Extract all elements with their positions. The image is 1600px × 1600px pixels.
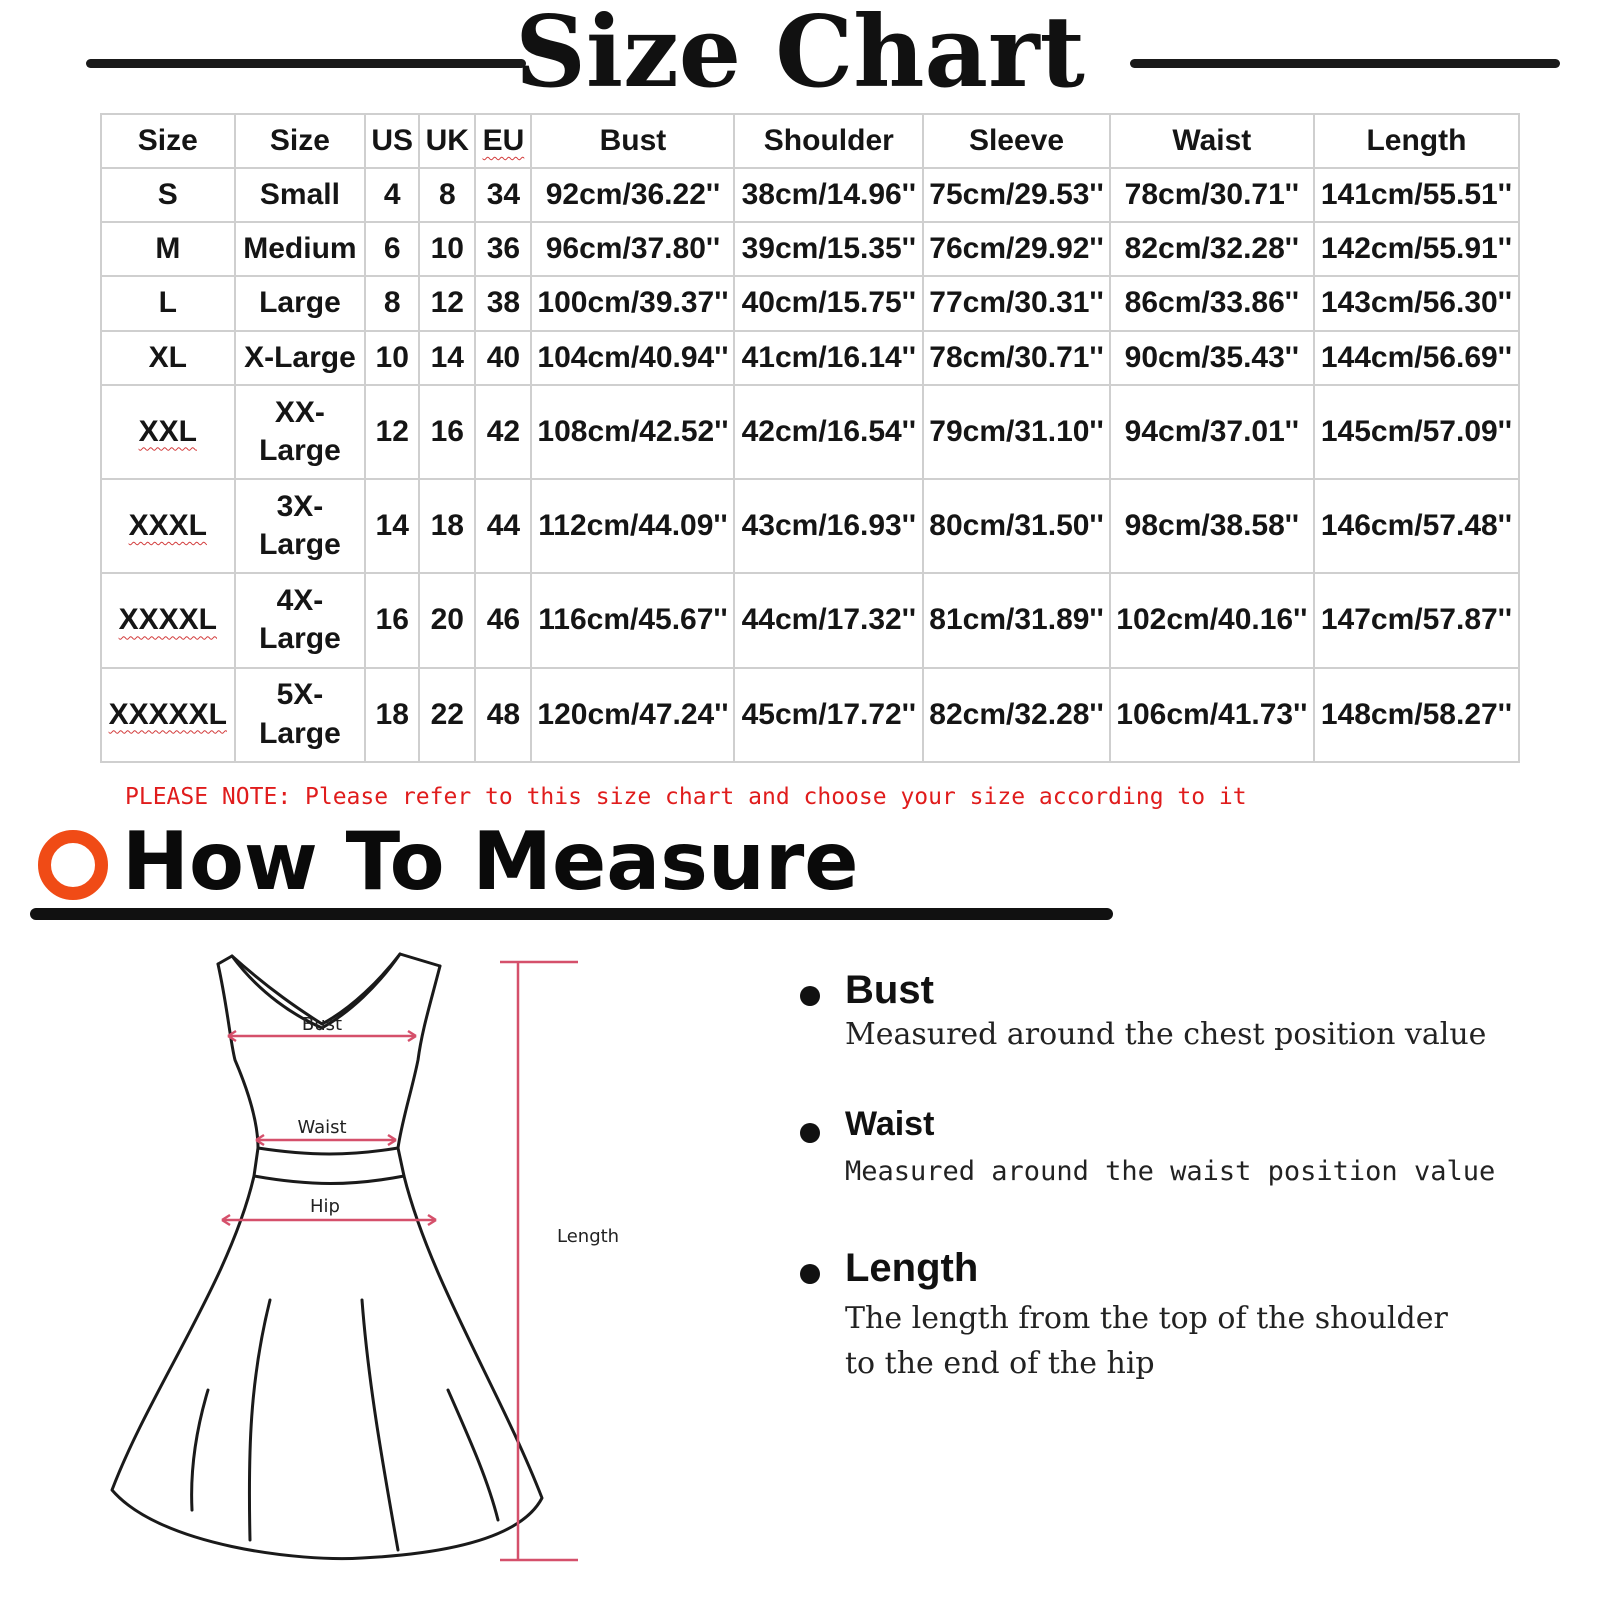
page-title: Size Chart	[515, 0, 1085, 110]
size-code: XXXL	[128, 509, 207, 542]
definition-term: Bust	[845, 968, 934, 1012]
column-header: Size	[101, 114, 235, 168]
table-cell: 4	[365, 168, 419, 222]
table-cell: 38	[475, 276, 531, 330]
table-cell: 92cm/36.22''	[531, 168, 734, 222]
table-cell: X-Large	[235, 331, 366, 385]
table-cell: 146cm/57.48''	[1314, 479, 1519, 573]
table-cell: 34	[475, 168, 531, 222]
table-cell: 20	[419, 573, 475, 667]
table-cell: 6	[365, 222, 419, 276]
table-cell: XX- Large	[235, 385, 366, 479]
table-cell: 86cm/33.86''	[1110, 276, 1314, 330]
dress-diagram	[100, 950, 660, 1590]
size-code: XXXXXL	[108, 697, 227, 731]
table-cell: 143cm/56.30''	[1314, 276, 1519, 330]
column-header: Bust	[531, 114, 734, 168]
table-row	[101, 479, 1519, 573]
table-cell: 10	[365, 331, 419, 385]
table-cell: 94cm/37.01''	[1110, 385, 1314, 479]
table-cell: 5X- Large	[235, 668, 366, 762]
table-cell: 75cm/29.53''	[923, 168, 1110, 222]
table-cell: 44cm/17.32''	[734, 573, 923, 667]
table-row	[101, 331, 1519, 385]
bullet-icon	[800, 1123, 820, 1143]
table-cell: 43cm/16.93''	[734, 479, 923, 573]
table-cell: 42	[475, 385, 531, 479]
definition-desc: Measured around the waist position value	[845, 1156, 1496, 1187]
table-cell: 39cm/15.35''	[734, 222, 923, 276]
bullet-icon	[800, 1264, 820, 1284]
bullet-icon	[800, 986, 820, 1006]
table-cell: 40	[475, 331, 531, 385]
size-code: XXXXL	[118, 603, 217, 637]
column-header: Shoulder	[734, 114, 923, 168]
table-cell: 48	[475, 668, 531, 762]
table-cell: 38cm/14.96''	[734, 168, 923, 222]
column-header: UK	[419, 114, 475, 168]
table-cell: 10	[419, 222, 475, 276]
table-cell: Medium	[235, 222, 366, 276]
table-header-row	[101, 114, 1519, 168]
table-cell: 106cm/41.73''	[1110, 668, 1314, 762]
table-cell: 90cm/35.43''	[1110, 331, 1314, 385]
column-header: Length	[1314, 114, 1519, 168]
table-cell: 80cm/31.50''	[923, 479, 1110, 573]
definition-term: Waist	[845, 1105, 935, 1143]
table-cell: Small	[235, 168, 366, 222]
table-cell: XL	[101, 331, 235, 385]
title-area	[0, 0, 1600, 110]
table-cell: 77cm/30.31''	[923, 276, 1110, 330]
table-cell: 4X- Large	[235, 573, 366, 667]
table-cell: 108cm/42.52''	[531, 385, 734, 479]
table-cell: 112cm/44.09''	[531, 479, 734, 573]
table-row	[101, 573, 1519, 667]
table-cell: 81cm/31.89''	[923, 573, 1110, 667]
table-cell: M	[101, 222, 235, 276]
table-cell: 100cm/39.37''	[531, 276, 734, 330]
table-row	[101, 668, 1519, 762]
column-header: Size	[235, 114, 366, 168]
table-cell: 42cm/16.54''	[734, 385, 923, 479]
table-cell: 102cm/40.16''	[1110, 573, 1314, 667]
table-cell: 45cm/17.72''	[734, 668, 923, 762]
table-row	[101, 276, 1519, 330]
diagram-label-length: Length	[557, 1226, 620, 1247]
table-cell: 22	[419, 668, 475, 762]
table-cell	[101, 668, 235, 762]
definition-desc: The length from the top of the shoulder to the end of the hip	[845, 1301, 1448, 1381]
table-cell: 18	[365, 668, 419, 762]
table-cell: 82cm/32.28''	[1110, 222, 1314, 276]
dress-illustration	[100, 950, 660, 1590]
diagram-label-waist: Waist	[297, 1117, 347, 1138]
table-cell: 36	[475, 222, 531, 276]
table-cell: 8	[419, 168, 475, 222]
column-header: Sleeve	[923, 114, 1110, 168]
table-cell: 78cm/30.71''	[1110, 168, 1314, 222]
table-cell: 141cm/55.51''	[1314, 168, 1519, 222]
table-cell: 12	[419, 276, 475, 330]
table-cell: 148cm/58.27''	[1314, 668, 1519, 762]
table-cell: 18	[419, 479, 475, 573]
definition-term: Length	[845, 1246, 979, 1290]
size-table	[100, 113, 1520, 763]
table-row	[101, 385, 1519, 479]
table-cell: 145cm/57.09''	[1314, 385, 1519, 479]
table-cell: 144cm/56.69''	[1314, 331, 1519, 385]
column-header: EU	[475, 114, 531, 168]
table-cell: 82cm/32.28''	[923, 668, 1110, 762]
table-cell: Large	[235, 276, 366, 330]
table-cell: 40cm/15.75''	[734, 276, 923, 330]
table-row	[101, 168, 1519, 222]
table-cell: 142cm/55.91''	[1314, 222, 1519, 276]
size-code: XXL	[138, 414, 197, 448]
how-to-measure-rule	[30, 908, 1113, 920]
table-cell: 16	[419, 385, 475, 479]
diagram-label-bust: Bust	[301, 1014, 343, 1035]
table-cell: 98cm/38.58''	[1110, 479, 1314, 573]
table-cell: 3X- Large	[235, 479, 366, 573]
table-cell: 96cm/37.80''	[531, 222, 734, 276]
column-header: Waist	[1110, 114, 1314, 168]
table-cell	[101, 573, 235, 667]
table-cell: 76cm/29.92''	[923, 222, 1110, 276]
table-cell: 120cm/47.24''	[531, 668, 734, 762]
table-cell: 8	[365, 276, 419, 330]
table-cell: 79cm/31.10''	[923, 385, 1110, 479]
diagram-label-hip: Hip	[310, 1196, 340, 1217]
table-cell: S	[101, 168, 235, 222]
table-row	[101, 222, 1519, 276]
table-cell: 44	[475, 479, 531, 573]
size-note: PLEASE NOTE: Please refer to this size chart and choose your size according to it	[125, 784, 1247, 810]
how-to-measure-title: How To Measure	[122, 815, 859, 908]
table-cell: 12	[365, 385, 419, 479]
table-cell: 14	[419, 331, 475, 385]
table-cell: 41cm/16.14''	[734, 331, 923, 385]
table-cell: 78cm/30.71''	[923, 331, 1110, 385]
table-cell	[101, 479, 235, 573]
definition-desc: Measured around the chest position value	[845, 1017, 1487, 1052]
table-cell: 14	[365, 479, 419, 573]
table-cell	[101, 385, 235, 479]
orange-ring-icon	[38, 830, 108, 900]
table-cell: 116cm/45.67''	[531, 573, 734, 667]
table-cell: 147cm/57.87''	[1314, 573, 1519, 667]
table-cell: 46	[475, 573, 531, 667]
table-cell: L	[101, 276, 235, 330]
table-cell: 104cm/40.94''	[531, 331, 734, 385]
column-header: US	[365, 114, 419, 168]
table-cell: 16	[365, 573, 419, 667]
